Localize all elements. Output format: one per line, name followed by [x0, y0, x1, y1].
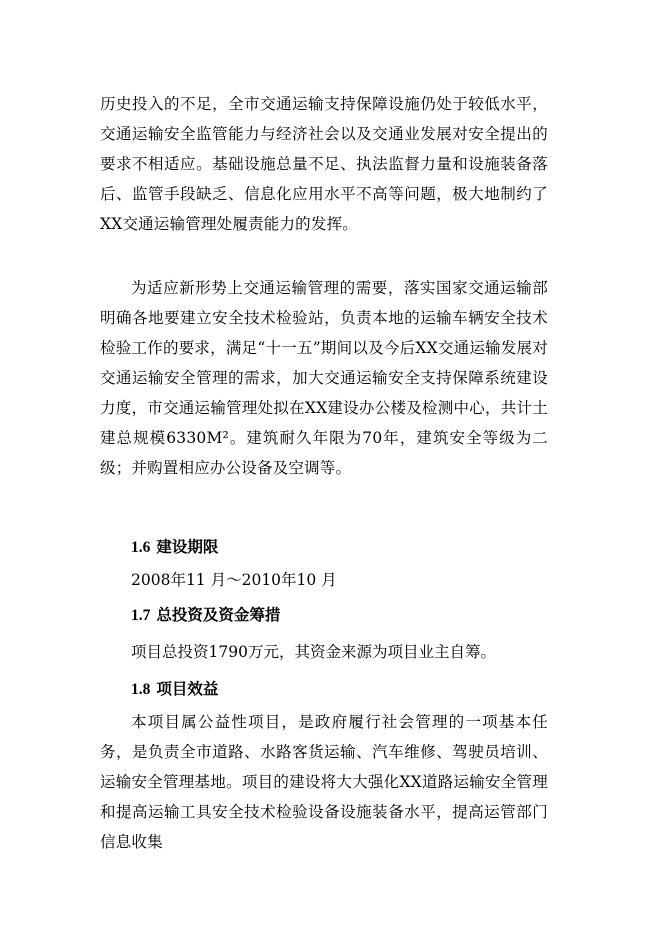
section-heading-construction-period	[131, 532, 218, 563]
section-number: 1.8	[131, 681, 151, 698]
paragraph-infrastructure-shortfall: 历史投入的不足，全市交通运输支持保障设施仍处于较低水平，交通运输安全监管能力与经济社会以及交通业发展对安全提出的要求不相适应。基础设施总量不足、执法监督力量和设施装备落后、监管手段缺乏、信息化应用水平不高等问题，极大地制约了XX交通运输管理处履责能力的发挥。	[100, 95, 548, 233]
paragraph-project-background: 为适应新形势上交通运输管理的需要，落实国家交通运输部明确各地要建立安全技术检验站，负责本地的运输车辆安全技术检验工作的要求，满足“十一五”期间以及今后XX交通运输发展对交通运输安全管理的需求，加大交通运输安全支持保障系统建设力度，市交通运输管理处拟在XX建设办公楼及检测中心，共计土建总规模6330M²。建筑耐久年限为70年，建筑安全等级为二级；并购置相应办公设备及空调等。	[100, 279, 548, 477]
section-number: 1.7	[131, 607, 151, 624]
section-title: 建设期限	[156, 537, 219, 556]
section-number: 1.6	[131, 539, 151, 556]
section-heading-project-benefits	[131, 674, 218, 705]
section-heading-investment	[131, 600, 280, 631]
section-title: 项目效益	[156, 679, 219, 698]
construction-period-text: 2008年11 月～2010年10 月	[131, 571, 337, 589]
section-title: 总投资及资金筹措	[156, 605, 281, 624]
investment-text: 项目总投资1790万元，其资金来源为项目业主自筹。	[131, 643, 496, 661]
paragraph-project-benefits: 本项目属公益性项目，是政府履行社会管理的一项基本任务，是负责全市道路、水路客货运输、汽车维修、驾驶员培训、运输安全管理基地。项目的建设将大大强化XX道路运输安全管理和提高运输工具安全技术检验设备设施装备水平，提高运管部门信息收集	[100, 713, 548, 851]
